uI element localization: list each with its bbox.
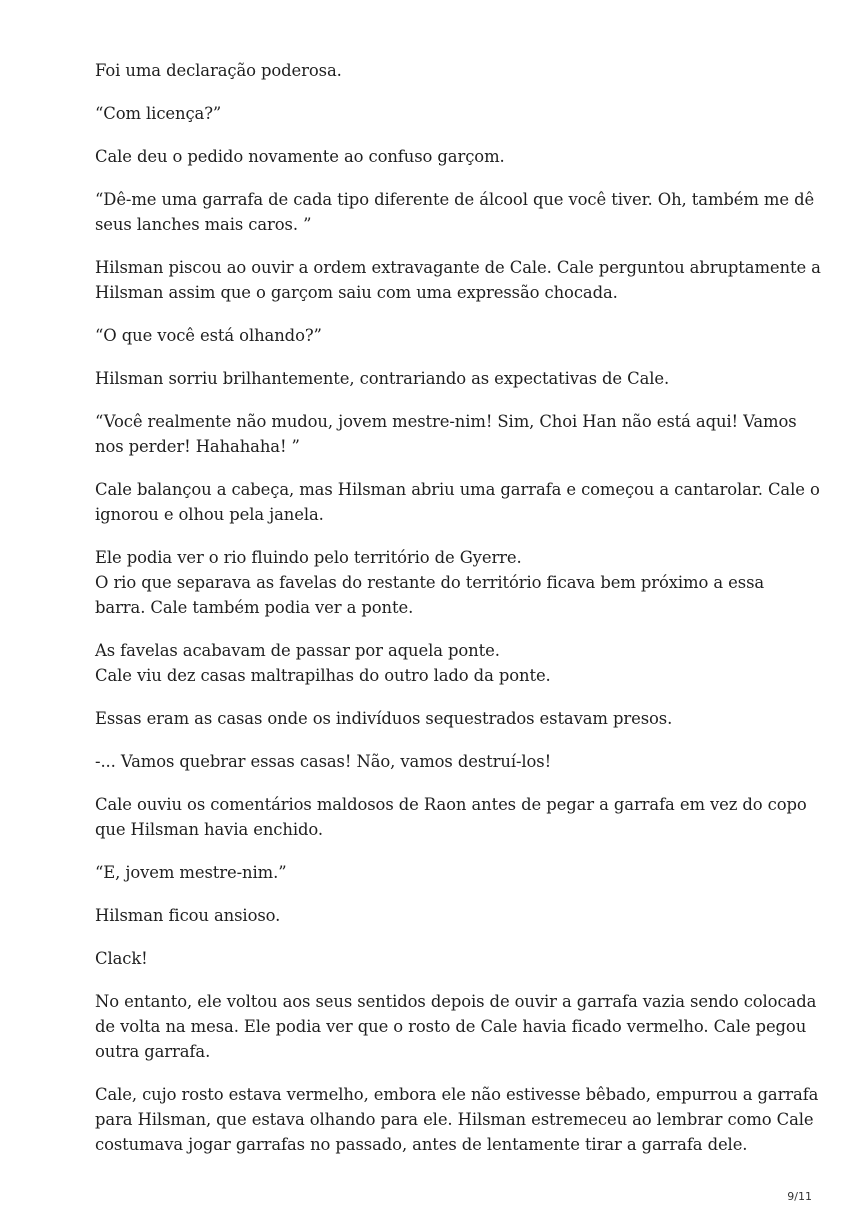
paragraph (95, 323, 785, 348)
paragraph-line: Clack! (95, 949, 148, 968)
paragraph-line: Hilsman ficou ansioso. (95, 906, 281, 925)
paragraph (95, 409, 797, 459)
paragraph-line: ignorou e olhou pela janela. (95, 505, 324, 524)
paragraph-line: nos perder! Hahahaha! ” (95, 437, 300, 456)
paragraph (95, 58, 785, 83)
paragraph (95, 749, 785, 774)
paragraph (95, 989, 817, 1064)
paragraph-line: Cale balançou a cabeça, mas Hilsman abriu uma garrafa e começou a cantarolar. Cale o (95, 480, 820, 499)
paragraph (95, 1082, 819, 1157)
paragraph-line: seus lanches mais caros. ” (95, 215, 312, 234)
paragraph-line: No entanto, ele voltou aos seus sentidos depois de ouvir a garrafa vazia sendo colocada (95, 992, 817, 1011)
paragraph-line: costumava jogar garrafas no passado, antes de lentamente tirar a garrafa dele. (95, 1135, 748, 1154)
paragraph-line: Cale deu o pedido novamente ao confuso garçom. (95, 147, 505, 166)
paragraph-line: Ele podia ver o rio fluindo pelo território de Gyerre. (95, 548, 522, 567)
paragraph (95, 638, 785, 688)
paragraph-line: “Dê-me uma garrafa de cada tipo diferente de álcool que você tiver. Oh, também me dê (95, 190, 815, 209)
paragraph-line: “E, jovem mestre-nim.” (95, 863, 287, 882)
document-body (95, 58, 821, 1157)
paragraph-line: Cale ouviu os comentários maldosos de Raon antes de pegar a garrafa em vez do copo (95, 795, 807, 814)
paragraph-line: Essas eram as casas onde os indivíduos sequestrados estavam presos. (95, 709, 673, 728)
paragraph (95, 366, 785, 391)
paragraph-line: “Você realmente não mudou, jovem mestre-nim! Sim, Choi Han não está aqui! Vamos (95, 412, 797, 431)
paragraph (95, 706, 785, 731)
document-page (95, 58, 821, 1175)
paragraph-line: “Com licença?” (95, 104, 222, 123)
paragraph-line: Hilsman sorriu brilhantemente, contrariando as expectativas de Cale. (95, 369, 670, 388)
paragraph (95, 545, 785, 620)
paragraph (95, 187, 815, 237)
paragraph (95, 255, 821, 305)
paragraph (95, 860, 785, 885)
page-number: 9/11 (787, 1190, 812, 1203)
paragraph (95, 792, 807, 842)
paragraph-line: O rio que separava as favelas do restante do território ficava bem próximo a essa (95, 573, 765, 592)
paragraph-line: que Hilsman havia enchido. (95, 820, 323, 839)
paragraph-line: Cale viu dez casas maltrapilhas do outro lado da ponte. (95, 666, 551, 685)
paragraph (95, 946, 785, 971)
paragraph-line: de volta na mesa. Ele podia ver que o rosto de Cale havia ficado vermelho. Cale pegou (95, 1017, 807, 1036)
paragraph-line: Hilsman piscou ao ouvir a ordem extravagante de Cale. Cale perguntou abruptamente a (95, 258, 821, 277)
paragraph-line: Hilsman assim que o garçom saiu com uma expressão chocada. (95, 283, 618, 302)
paragraph (95, 144, 785, 169)
paragraph-line: Cale, cujo rosto estava vermelho, embora ele não estivesse bêbado, empurrou a garrafa (95, 1085, 819, 1104)
paragraph (95, 101, 785, 126)
paragraph (95, 477, 820, 527)
paragraph-line: -... Vamos quebrar essas casas! Não, vamos destruí-los! (95, 752, 552, 771)
paragraph-line: outra garrafa. (95, 1042, 211, 1061)
paragraph-line: As favelas acabavam de passar por aquela ponte. (95, 641, 500, 660)
paragraph-line: barra. Cale também podia ver a ponte. (95, 598, 414, 617)
paragraph (95, 903, 785, 928)
paragraph-line: Foi uma declaração poderosa. (95, 61, 342, 80)
paragraph-line: “O que você está olhando?” (95, 326, 322, 345)
paragraph-line: para Hilsman, que estava olhando para ele. Hilsman estremeceu ao lembrar como Cale (95, 1110, 814, 1129)
